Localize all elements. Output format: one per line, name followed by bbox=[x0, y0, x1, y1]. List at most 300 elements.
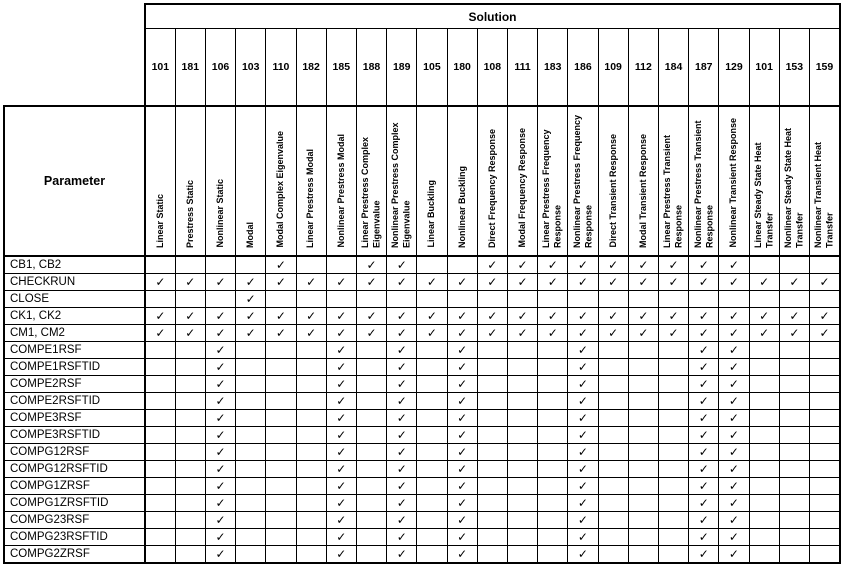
solution-number-23: 159 bbox=[809, 29, 840, 107]
empty-cell bbox=[477, 478, 507, 495]
table-row bbox=[4, 529, 840, 546]
empty-cell bbox=[749, 529, 779, 546]
empty-cell bbox=[205, 291, 235, 308]
empty-cell bbox=[538, 342, 568, 359]
column-label: Nonlinear Buckling bbox=[456, 165, 467, 248]
check-cell: ✓ bbox=[719, 410, 749, 427]
solution-number-3: 106 bbox=[205, 29, 235, 107]
table-row bbox=[4, 342, 840, 359]
check-cell: ✓ bbox=[205, 342, 235, 359]
check-cell: ✓ bbox=[326, 274, 356, 291]
empty-cell bbox=[809, 256, 840, 274]
empty-cell bbox=[356, 495, 386, 512]
solution-number-1: 101 bbox=[145, 29, 175, 107]
empty-cell bbox=[749, 342, 779, 359]
empty-cell bbox=[236, 529, 266, 546]
check-cell: ✓ bbox=[447, 461, 477, 478]
empty-cell bbox=[175, 427, 205, 444]
empty-cell bbox=[598, 461, 628, 478]
check-cell: ✓ bbox=[387, 461, 417, 478]
empty-cell bbox=[809, 291, 840, 308]
empty-cell bbox=[628, 495, 658, 512]
solution-number-21: 101 bbox=[749, 29, 779, 107]
empty-cell bbox=[266, 342, 296, 359]
empty-cell bbox=[779, 359, 809, 376]
empty-cell bbox=[356, 478, 386, 495]
table-row bbox=[4, 546, 840, 564]
empty-cell bbox=[296, 478, 326, 495]
check-cell: ✓ bbox=[689, 461, 719, 478]
empty-cell bbox=[538, 495, 568, 512]
empty-cell bbox=[145, 546, 175, 564]
column-label: Modal Complex Eigenvalue bbox=[275, 131, 286, 248]
empty-cell bbox=[356, 546, 386, 564]
column-label: Modal Frequency Response bbox=[516, 128, 527, 248]
empty-cell bbox=[538, 512, 568, 529]
empty-cell bbox=[598, 376, 628, 393]
column-label: Nonlinear Transient Heat Transfer bbox=[813, 141, 835, 248]
check-cell: ✓ bbox=[145, 274, 175, 291]
check-cell: ✓ bbox=[628, 325, 658, 342]
check-cell: ✓ bbox=[205, 410, 235, 427]
parameter-solution-table bbox=[3, 3, 841, 564]
parameter-name: COMPG12RSF bbox=[4, 444, 145, 461]
empty-cell bbox=[145, 359, 175, 376]
empty-cell bbox=[175, 495, 205, 512]
check-cell: ✓ bbox=[689, 274, 719, 291]
check-cell: ✓ bbox=[387, 546, 417, 564]
empty-cell bbox=[658, 444, 688, 461]
check-cell: ✓ bbox=[507, 256, 537, 274]
check-cell: ✓ bbox=[689, 308, 719, 325]
check-cell: ✓ bbox=[205, 359, 235, 376]
column-header-5 bbox=[266, 106, 296, 256]
empty-cell bbox=[296, 410, 326, 427]
empty-cell bbox=[507, 410, 537, 427]
check-cell: ✓ bbox=[387, 495, 417, 512]
blank-corner bbox=[4, 4, 145, 106]
column-label: Nonlinear Prestress Transient Response bbox=[692, 120, 714, 248]
empty-cell bbox=[145, 427, 175, 444]
empty-cell bbox=[658, 512, 688, 529]
check-cell: ✓ bbox=[598, 325, 628, 342]
check-cell: ✓ bbox=[326, 512, 356, 529]
column-header-14 bbox=[538, 106, 568, 256]
check-cell: ✓ bbox=[296, 325, 326, 342]
check-cell: ✓ bbox=[326, 546, 356, 564]
empty-cell bbox=[658, 546, 688, 564]
check-cell: ✓ bbox=[447, 546, 477, 564]
empty-cell bbox=[749, 546, 779, 564]
empty-cell bbox=[809, 393, 840, 410]
empty-cell bbox=[175, 512, 205, 529]
empty-cell bbox=[749, 427, 779, 444]
empty-cell bbox=[417, 478, 447, 495]
check-cell: ✓ bbox=[779, 274, 809, 291]
check-cell: ✓ bbox=[205, 512, 235, 529]
empty-cell bbox=[356, 461, 386, 478]
empty-cell bbox=[447, 256, 477, 274]
empty-cell bbox=[658, 529, 688, 546]
solution-number-2: 181 bbox=[175, 29, 205, 107]
empty-cell bbox=[477, 495, 507, 512]
empty-cell bbox=[266, 546, 296, 564]
solution-number-9: 189 bbox=[387, 29, 417, 107]
column-header-8 bbox=[356, 106, 386, 256]
empty-cell bbox=[628, 546, 658, 564]
empty-cell bbox=[809, 495, 840, 512]
check-cell: ✓ bbox=[447, 393, 477, 410]
column-label: Linear Prestress Frequency Response bbox=[541, 129, 563, 248]
empty-cell bbox=[356, 529, 386, 546]
empty-cell bbox=[296, 291, 326, 308]
check-cell: ✓ bbox=[779, 308, 809, 325]
empty-cell bbox=[658, 478, 688, 495]
check-cell: ✓ bbox=[447, 325, 477, 342]
parameter-name: COMPE1RSF bbox=[4, 342, 145, 359]
empty-cell bbox=[779, 410, 809, 427]
empty-cell bbox=[477, 359, 507, 376]
check-cell: ✓ bbox=[689, 546, 719, 564]
empty-cell bbox=[598, 512, 628, 529]
empty-cell bbox=[538, 427, 568, 444]
empty-cell bbox=[538, 359, 568, 376]
empty-cell bbox=[507, 461, 537, 478]
check-cell: ✓ bbox=[387, 410, 417, 427]
empty-cell bbox=[749, 512, 779, 529]
check-cell: ✓ bbox=[326, 393, 356, 410]
empty-cell bbox=[266, 461, 296, 478]
table-row bbox=[4, 444, 840, 461]
table-row bbox=[4, 461, 840, 478]
check-cell: ✓ bbox=[689, 512, 719, 529]
column-label: Nonlinear Steady State Heat Transfer bbox=[783, 127, 805, 248]
check-cell: ✓ bbox=[689, 342, 719, 359]
check-cell: ✓ bbox=[387, 393, 417, 410]
empty-cell bbox=[175, 359, 205, 376]
solution-number-19: 187 bbox=[689, 29, 719, 107]
check-cell: ✓ bbox=[749, 325, 779, 342]
check-cell: ✓ bbox=[236, 325, 266, 342]
parameter-name: CM1, CM2 bbox=[4, 325, 145, 342]
empty-cell bbox=[779, 512, 809, 529]
empty-cell bbox=[507, 495, 537, 512]
check-cell: ✓ bbox=[387, 256, 417, 274]
check-cell: ✓ bbox=[477, 325, 507, 342]
empty-cell bbox=[356, 427, 386, 444]
empty-cell bbox=[568, 291, 598, 308]
parameter-name: COMPG12RSFTID bbox=[4, 461, 145, 478]
empty-cell bbox=[809, 512, 840, 529]
empty-cell bbox=[507, 342, 537, 359]
empty-cell bbox=[236, 410, 266, 427]
check-cell: ✓ bbox=[205, 529, 235, 546]
check-cell: ✓ bbox=[719, 427, 749, 444]
empty-cell bbox=[266, 529, 296, 546]
empty-cell bbox=[236, 444, 266, 461]
empty-cell bbox=[296, 359, 326, 376]
check-cell: ✓ bbox=[387, 274, 417, 291]
empty-cell bbox=[477, 376, 507, 393]
check-cell: ✓ bbox=[387, 342, 417, 359]
check-cell: ✓ bbox=[568, 461, 598, 478]
empty-cell bbox=[145, 376, 175, 393]
parameter-name: COMPE2RSF bbox=[4, 376, 145, 393]
empty-cell bbox=[779, 427, 809, 444]
empty-cell bbox=[145, 495, 175, 512]
empty-cell bbox=[356, 376, 386, 393]
column-header-9 bbox=[387, 106, 417, 256]
empty-cell bbox=[719, 291, 749, 308]
check-cell: ✓ bbox=[568, 359, 598, 376]
empty-cell bbox=[749, 291, 779, 308]
empty-cell bbox=[296, 461, 326, 478]
column-header-1 bbox=[145, 106, 175, 256]
empty-cell bbox=[749, 359, 779, 376]
column-header-11 bbox=[447, 106, 477, 256]
empty-cell bbox=[236, 256, 266, 274]
empty-cell bbox=[266, 410, 296, 427]
empty-cell bbox=[356, 342, 386, 359]
empty-cell bbox=[658, 495, 688, 512]
empty-cell bbox=[175, 256, 205, 274]
check-cell: ✓ bbox=[447, 495, 477, 512]
empty-cell bbox=[296, 495, 326, 512]
check-cell: ✓ bbox=[719, 495, 749, 512]
table-row bbox=[4, 410, 840, 427]
empty-cell bbox=[236, 342, 266, 359]
check-cell: ✓ bbox=[205, 444, 235, 461]
empty-cell bbox=[658, 359, 688, 376]
check-cell: ✓ bbox=[507, 274, 537, 291]
column-label: Linear Steady State Heat Transfer bbox=[752, 142, 775, 248]
empty-cell bbox=[145, 393, 175, 410]
empty-cell bbox=[417, 546, 447, 564]
column-label: Linear Static bbox=[154, 193, 165, 248]
check-cell: ✓ bbox=[658, 256, 688, 274]
empty-cell bbox=[417, 495, 447, 512]
solution-number-16: 109 bbox=[598, 29, 628, 107]
check-cell: ✓ bbox=[326, 325, 356, 342]
check-cell: ✓ bbox=[447, 359, 477, 376]
parameter-name: COMPE1RSFTID bbox=[4, 359, 145, 376]
empty-cell bbox=[749, 444, 779, 461]
check-cell: ✓ bbox=[598, 274, 628, 291]
check-cell: ✓ bbox=[447, 342, 477, 359]
check-cell: ✓ bbox=[205, 393, 235, 410]
empty-cell bbox=[266, 495, 296, 512]
empty-cell bbox=[477, 512, 507, 529]
check-cell: ✓ bbox=[719, 444, 749, 461]
check-cell: ✓ bbox=[568, 342, 598, 359]
empty-cell bbox=[145, 478, 175, 495]
column-header-3 bbox=[205, 106, 235, 256]
check-cell: ✓ bbox=[689, 393, 719, 410]
check-cell: ✓ bbox=[326, 529, 356, 546]
parameter-name: COMPG2ZRSF bbox=[4, 546, 145, 564]
table-row bbox=[4, 359, 840, 376]
solution-number-8: 188 bbox=[356, 29, 386, 107]
empty-cell bbox=[779, 546, 809, 564]
table-row bbox=[4, 325, 840, 342]
empty-cell bbox=[356, 410, 386, 427]
empty-cell bbox=[538, 291, 568, 308]
column-label: Modal bbox=[245, 222, 256, 248]
check-cell: ✓ bbox=[719, 512, 749, 529]
check-cell: ✓ bbox=[568, 427, 598, 444]
check-cell: ✓ bbox=[477, 308, 507, 325]
table-row bbox=[4, 308, 840, 325]
empty-cell bbox=[175, 393, 205, 410]
empty-cell bbox=[779, 291, 809, 308]
empty-cell bbox=[779, 444, 809, 461]
check-cell: ✓ bbox=[598, 308, 628, 325]
check-cell: ✓ bbox=[568, 444, 598, 461]
column-header-17 bbox=[628, 106, 658, 256]
check-cell: ✓ bbox=[568, 512, 598, 529]
empty-cell bbox=[809, 342, 840, 359]
check-cell: ✓ bbox=[719, 478, 749, 495]
empty-cell bbox=[356, 444, 386, 461]
check-cell: ✓ bbox=[568, 256, 598, 274]
empty-cell bbox=[749, 461, 779, 478]
check-cell: ✓ bbox=[236, 291, 266, 308]
empty-cell bbox=[236, 393, 266, 410]
empty-cell bbox=[296, 529, 326, 546]
empty-cell bbox=[266, 444, 296, 461]
check-cell: ✓ bbox=[447, 444, 477, 461]
empty-cell bbox=[538, 393, 568, 410]
empty-cell bbox=[236, 461, 266, 478]
empty-cell bbox=[507, 512, 537, 529]
check-cell: ✓ bbox=[568, 529, 598, 546]
check-cell: ✓ bbox=[236, 274, 266, 291]
check-cell: ✓ bbox=[205, 461, 235, 478]
column-label: Nonlinear Prestress Modal bbox=[335, 134, 346, 248]
empty-cell bbox=[417, 393, 447, 410]
empty-cell bbox=[417, 427, 447, 444]
column-label-row bbox=[4, 106, 840, 256]
check-cell: ✓ bbox=[628, 308, 658, 325]
column-label: Nonlinear Prestress Complex Eigenvalue bbox=[390, 122, 412, 248]
empty-cell bbox=[779, 461, 809, 478]
check-cell: ✓ bbox=[387, 359, 417, 376]
empty-cell bbox=[266, 512, 296, 529]
column-header-10 bbox=[417, 106, 447, 256]
column-label: Linear Prestress Modal bbox=[305, 148, 316, 248]
check-cell: ✓ bbox=[387, 376, 417, 393]
check-cell: ✓ bbox=[689, 410, 719, 427]
empty-cell bbox=[417, 410, 447, 427]
parameter-name: COMPG1ZRSFTID bbox=[4, 495, 145, 512]
solution-header-row bbox=[4, 4, 840, 29]
empty-cell bbox=[809, 529, 840, 546]
check-cell: ✓ bbox=[719, 342, 749, 359]
check-cell: ✓ bbox=[447, 529, 477, 546]
empty-cell bbox=[628, 342, 658, 359]
check-cell: ✓ bbox=[175, 274, 205, 291]
check-cell: ✓ bbox=[749, 308, 779, 325]
check-cell: ✓ bbox=[628, 274, 658, 291]
empty-cell bbox=[145, 291, 175, 308]
empty-cell bbox=[809, 427, 840, 444]
empty-cell bbox=[507, 444, 537, 461]
parameter-name: COMPG1ZRSF bbox=[4, 478, 145, 495]
empty-cell bbox=[507, 359, 537, 376]
check-cell: ✓ bbox=[719, 325, 749, 342]
parameter-name: CHECKRUN bbox=[4, 274, 145, 291]
empty-cell bbox=[538, 529, 568, 546]
empty-cell bbox=[145, 444, 175, 461]
check-cell: ✓ bbox=[447, 376, 477, 393]
parameter-name: CB1, CB2 bbox=[4, 256, 145, 274]
empty-cell bbox=[417, 529, 447, 546]
check-cell: ✓ bbox=[387, 325, 417, 342]
check-cell: ✓ bbox=[538, 256, 568, 274]
check-cell: ✓ bbox=[568, 376, 598, 393]
empty-cell bbox=[628, 376, 658, 393]
empty-cell bbox=[658, 376, 688, 393]
check-cell: ✓ bbox=[326, 495, 356, 512]
empty-cell bbox=[779, 529, 809, 546]
check-cell: ✓ bbox=[719, 376, 749, 393]
check-cell: ✓ bbox=[387, 427, 417, 444]
parameter-name: CK1, CK2 bbox=[4, 308, 145, 325]
table-row bbox=[4, 376, 840, 393]
column-header-12 bbox=[477, 106, 507, 256]
empty-cell bbox=[417, 444, 447, 461]
check-cell: ✓ bbox=[326, 308, 356, 325]
column-label: Direct Frequency Response bbox=[486, 128, 497, 248]
check-cell: ✓ bbox=[205, 546, 235, 564]
empty-cell bbox=[145, 512, 175, 529]
empty-cell bbox=[236, 512, 266, 529]
check-cell: ✓ bbox=[326, 410, 356, 427]
check-cell: ✓ bbox=[658, 308, 688, 325]
check-cell: ✓ bbox=[568, 393, 598, 410]
column-header-13 bbox=[507, 106, 537, 256]
empty-cell bbox=[598, 478, 628, 495]
empty-cell bbox=[507, 376, 537, 393]
check-cell: ✓ bbox=[387, 512, 417, 529]
empty-cell bbox=[658, 410, 688, 427]
solution-number-18: 184 bbox=[658, 29, 688, 107]
table-row bbox=[4, 427, 840, 444]
empty-cell bbox=[205, 256, 235, 274]
empty-cell bbox=[779, 478, 809, 495]
empty-cell bbox=[145, 342, 175, 359]
empty-cell bbox=[266, 291, 296, 308]
empty-cell bbox=[145, 529, 175, 546]
empty-cell bbox=[628, 529, 658, 546]
check-cell: ✓ bbox=[387, 529, 417, 546]
check-cell: ✓ bbox=[538, 325, 568, 342]
check-cell: ✓ bbox=[417, 274, 447, 291]
empty-cell bbox=[658, 427, 688, 444]
check-cell: ✓ bbox=[719, 274, 749, 291]
empty-cell bbox=[749, 256, 779, 274]
empty-cell bbox=[689, 291, 719, 308]
empty-cell bbox=[749, 495, 779, 512]
empty-cell bbox=[658, 291, 688, 308]
table-row bbox=[4, 393, 840, 410]
check-cell: ✓ bbox=[145, 308, 175, 325]
solution-number-4: 103 bbox=[236, 29, 266, 107]
check-cell: ✓ bbox=[507, 325, 537, 342]
check-cell: ✓ bbox=[809, 308, 840, 325]
column-header-6 bbox=[296, 106, 326, 256]
empty-cell bbox=[628, 410, 658, 427]
